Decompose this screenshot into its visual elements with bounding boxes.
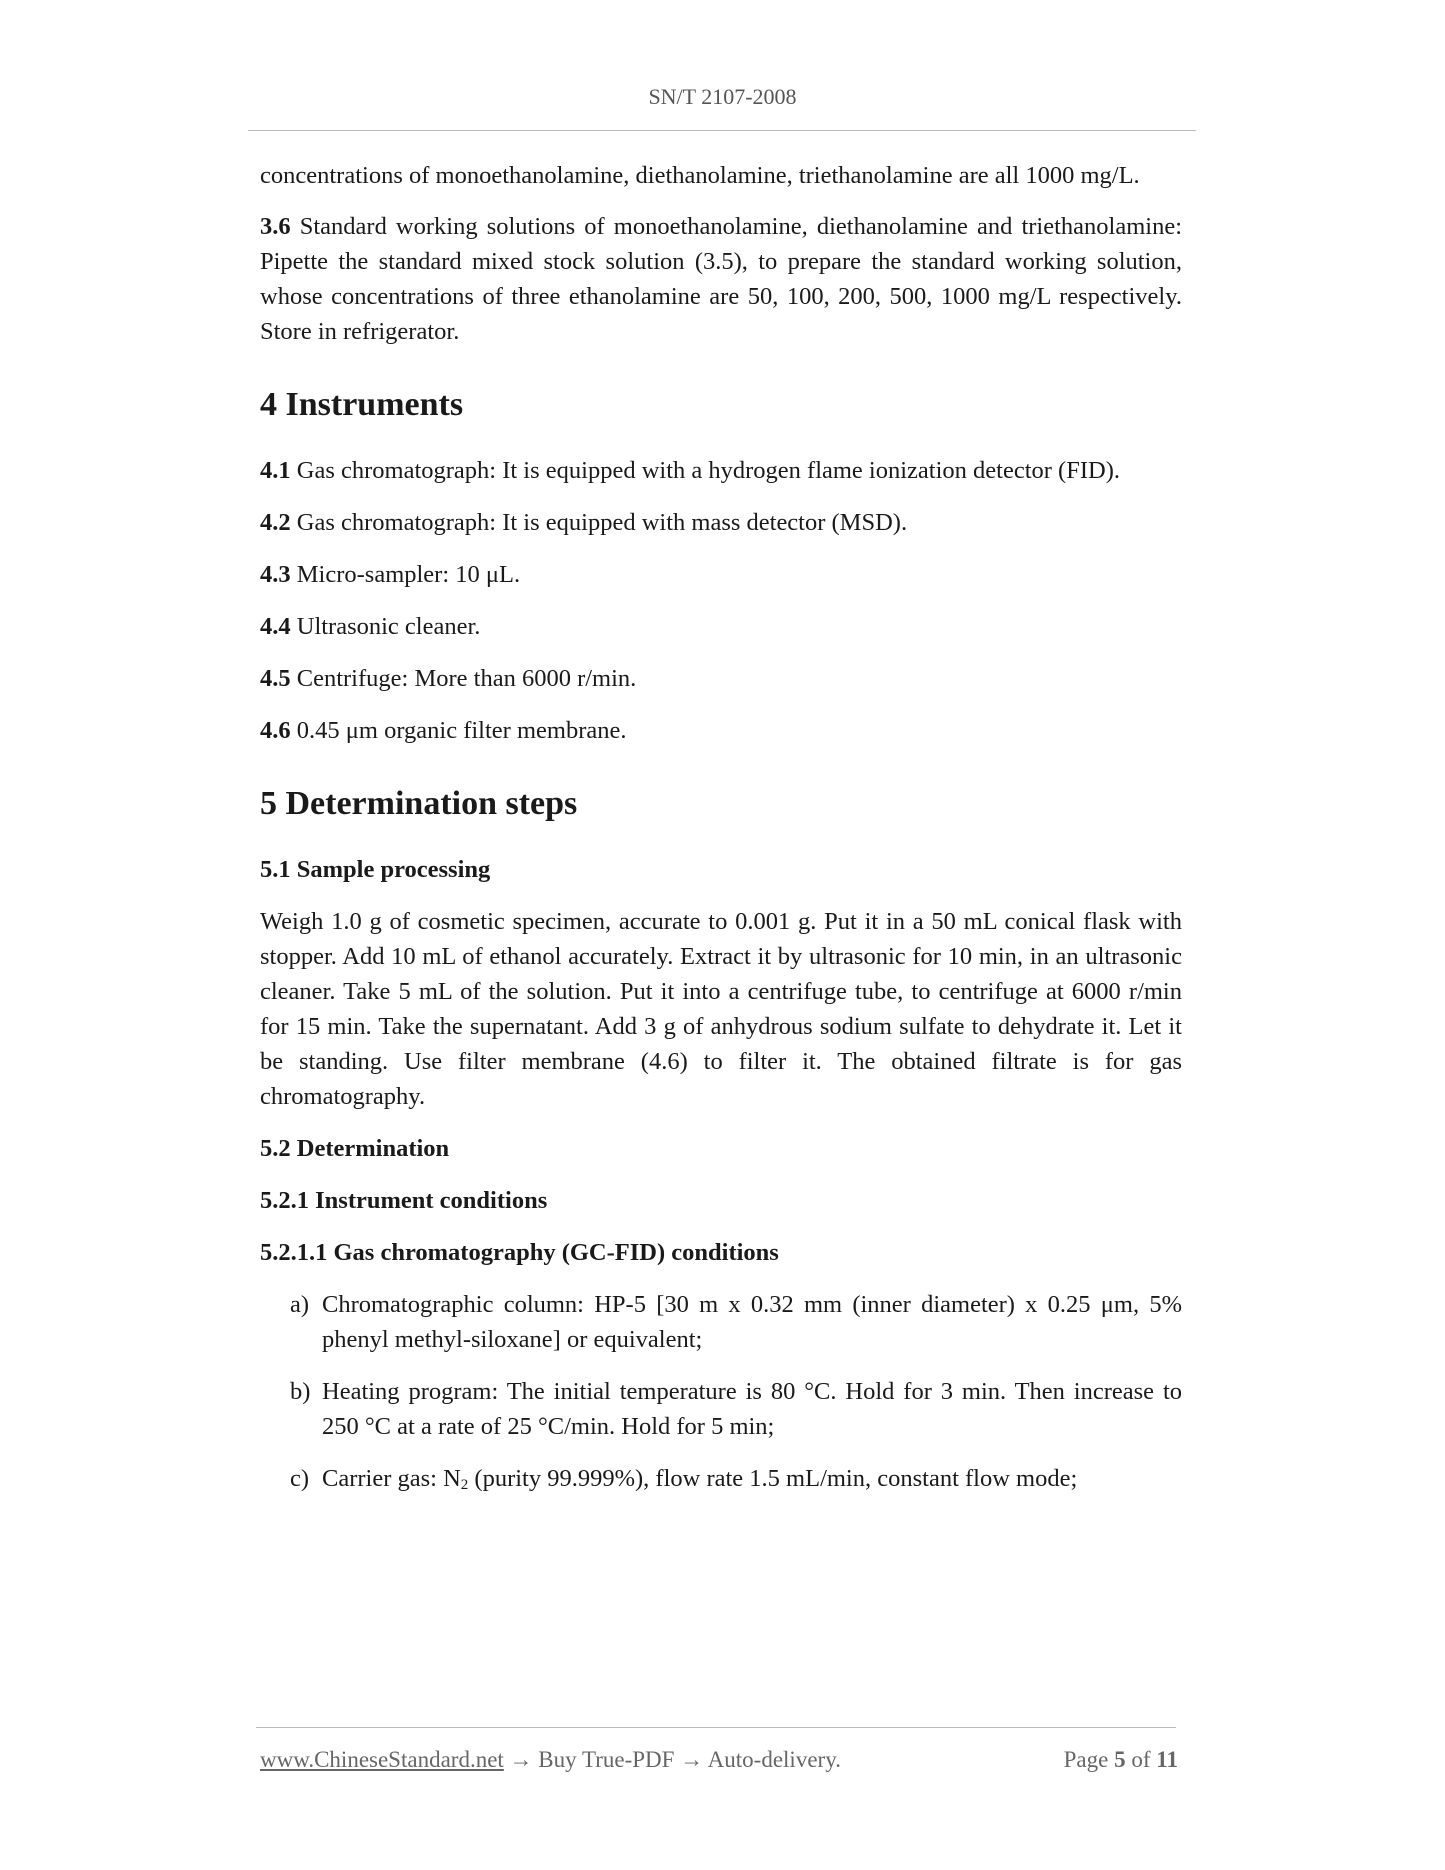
list-label: a): [290, 1291, 310, 1318]
delivery-text: Auto-delivery.: [707, 1747, 841, 1772]
clause-text: Gas chromatograph: It is equipped with mass detector (MSD).: [296, 509, 908, 536]
subsection-heading-5-1: 5.1 Sample processing: [260, 856, 491, 883]
clause-3-6: [260, 209, 1182, 349]
list-text: Heating program: The initial temperature is 80 °C. Hold for 3 min. Then increase to 250 °C at a rate of 25 °C/min. Hold for 5 min;: [322, 1378, 1182, 1440]
section-heading-4: 4 Instruments: [260, 386, 464, 423]
clause-4-5: [260, 661, 1182, 696]
clause-number: 4.1: [260, 457, 291, 484]
clause-text: Ultrasonic cleaner.: [296, 613, 481, 640]
list-label: b): [290, 1378, 311, 1405]
clause-number: 4.3: [260, 561, 291, 588]
list-text-post: (purity 99.999%), flow rate 1.5 mL/min, constant flow mode;: [468, 1465, 1078, 1492]
list-text: Chromatographic column: HP-5 [30 m x 0.32 mm (inner diameter) x 0.25 μm, 5% phenyl methyl-siloxane] or equivalent;: [322, 1291, 1182, 1353]
page-content: [260, 158, 1182, 1496]
current-page: 5: [1114, 1747, 1126, 1772]
clause-4-1: [260, 453, 1182, 488]
footer-links: [260, 1747, 841, 1773]
clause-text: Gas chromatograph: It is equipped with a hydrogen flame ionization detector (FID).: [296, 457, 1120, 484]
list-label: c): [290, 1465, 310, 1492]
arrow-right-icon: →: [509, 1747, 533, 1772]
subscript: 2: [460, 1477, 469, 1493]
buy-text: Buy True-PDF: [538, 1747, 675, 1772]
clause-4-4: [260, 609, 1182, 644]
site-link[interactable]: www.ChineseStandard.net: [260, 1747, 504, 1772]
list-text-pre: Carrier gas: N: [322, 1465, 461, 1492]
clause-text: Micro-sampler: 10 μL.: [296, 561, 521, 588]
clause-4-6: [260, 713, 1182, 748]
subsection-heading-5-2-1-1: 5.2.1.1 Gas chromatography (GC-FID) conditions: [260, 1239, 779, 1266]
paragraph-5-1: Weigh 1.0 g of cosmetic specimen, accurate to 0.001 g. Put it in a 50 mL conical flask with stopper. Add 10 mL of ethanol accurately. Extract it by ultrasonic for 10 min, in an ultrasonic cleaner. Take 5 mL of the solution. Put it into a centrifuge tube, to centrifuge at 6000 r/min for 15 min. Take the supernatant. Add 3 g of anhydrous sodium sulfate to dehydrate it. Let it be standing. Use filter membrane (4.6) to filter it. The obtained filtrate is for gas chromatography.: [260, 908, 1182, 1110]
page-number: [1064, 1747, 1178, 1773]
list-item-a: [260, 1287, 1182, 1357]
header-divider: [248, 130, 1196, 131]
clause-4-3: [260, 557, 1182, 592]
clause-4-2: [260, 505, 1182, 540]
clause-text: 0.45 μm organic filter membrane.: [296, 717, 627, 744]
clause-number: 4.5: [260, 665, 291, 692]
total-pages: 11: [1156, 1747, 1178, 1772]
footer-divider: [256, 1727, 1176, 1728]
clause-number: 3.6: [260, 213, 291, 240]
running-header: [0, 84, 1445, 110]
of-word: of: [1131, 1747, 1151, 1772]
clause-number: 4.2: [260, 509, 291, 536]
doc-code: SN/T 2107-2008: [648, 84, 797, 109]
subsection-heading-5-2: 5.2 Determination: [260, 1135, 450, 1162]
clause-text: Standard working solutions of monoethanolamine, diethanolamine and triethanolamine: Pipette the standard mixed stock solution (3.5), to prepare the standard working solution, whose concentrations of three ethanolamine are 50, 100, 200, 500, 1000 mg/L respectively. Store in refrigerator.: [260, 213, 1182, 345]
subsection-heading-5-2-1: 5.2.1 Instrument conditions: [260, 1187, 548, 1214]
continued-paragraph: concentrations of monoethanolamine, diethanolamine, triethanolamine are all 1000 mg/L.: [260, 162, 1140, 189]
section-heading-5: 5 Determination steps: [260, 785, 578, 822]
list-item-b: [260, 1374, 1182, 1444]
arrow-right-icon: →: [680, 1747, 704, 1772]
page-word: Page: [1063, 1747, 1109, 1772]
clause-number: 4.6: [260, 717, 291, 744]
clause-number: 4.4: [260, 613, 291, 640]
list-item-c: [260, 1461, 1182, 1496]
clause-text: Centrifuge: More than 6000 r/min.: [296, 665, 637, 692]
